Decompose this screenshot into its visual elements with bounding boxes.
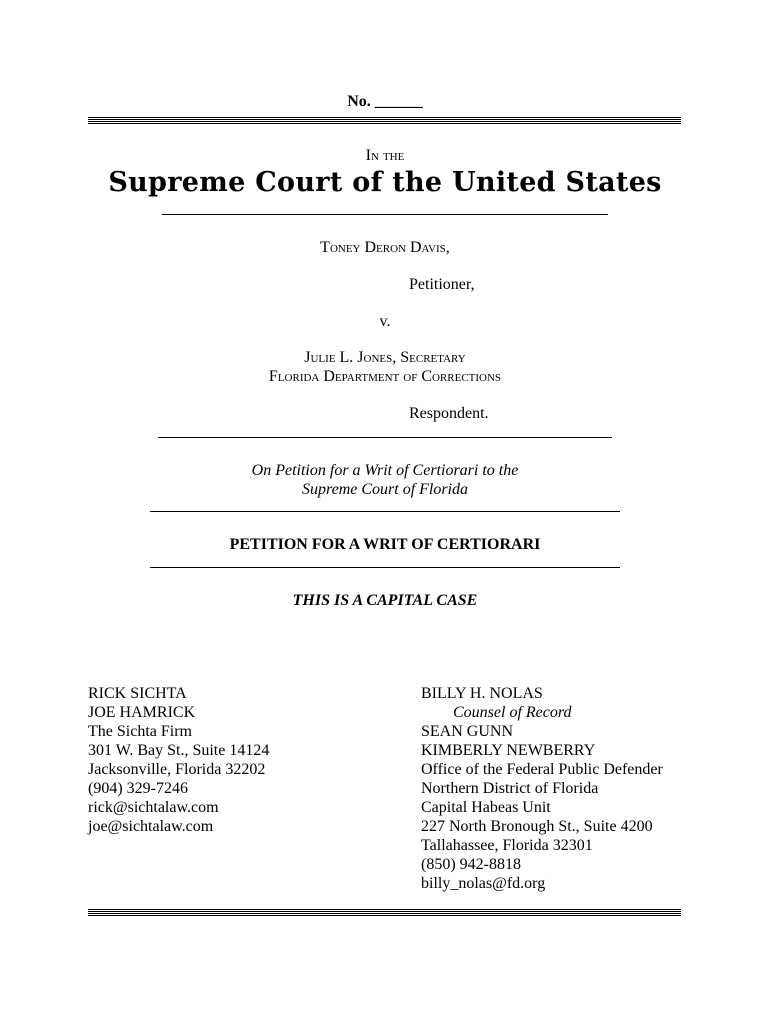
counsel-right-line: billy_nolas@fd.org: [421, 875, 546, 892]
in-the-label: In the: [365, 147, 405, 164]
top-heavy-rule: [88, 117, 681, 125]
respondent-line-2: Florida Department of Corrections: [268, 368, 502, 385]
counsel-right-line: (850) 942-8818: [421, 856, 521, 873]
petition-origin-line-2: Supreme Court of Florida: [301, 481, 469, 498]
counsel-left-line: 301 W. Bay St., Suite 14124: [88, 742, 270, 759]
counsel-left-line: rick@sichtalaw.com: [88, 799, 219, 816]
divider-under-parties: [158, 437, 612, 438]
counsel-right-line: 227 North Bronough St., Suite 4200: [421, 818, 653, 835]
counsel-of-record-label: Counsel of Record: [453, 704, 572, 721]
petition-origin-line-1: On Petition for a Writ of Certiorari to the: [251, 462, 519, 479]
respondent-line-1: Julie L. Jones, Secretary: [304, 349, 466, 366]
capital-case-notice: THIS IS A CAPITAL CASE: [292, 592, 478, 609]
counsel-right-line: KIMBERLY NEWBERRY: [421, 742, 596, 759]
versus-label: v.: [379, 313, 391, 330]
divider-above-title: [150, 511, 620, 512]
petition-title: PETITION FOR A WRIT OF CERTIORARI: [229, 536, 541, 553]
counsel-right-line: SEAN GUNN: [421, 723, 513, 740]
counsel-left-line: RICK SICHTA: [88, 685, 187, 702]
bottom-heavy-rule: [88, 909, 681, 917]
counsel-left-block: [88, 684, 269, 836]
case-number: No. ______: [347, 93, 423, 110]
counsel-left-line: The Sichta Firm: [88, 723, 192, 740]
counsel-right-line: Capital Habeas Unit: [421, 799, 551, 816]
counsel-right-block: [421, 684, 663, 893]
petitioner-name: Toney Deron Davis,: [320, 239, 450, 256]
court-name: Supreme Court of the United States: [108, 167, 662, 198]
respondent-role: Respondent.: [409, 405, 489, 422]
counsel-right-line: Office of the Federal Public Defender: [421, 761, 663, 778]
counsel-left-line: (904) 329-7246: [88, 780, 188, 797]
counsel-left-line: JOE HAMRICK: [88, 704, 196, 721]
counsel-right-line: Northern District of Florida: [421, 780, 599, 797]
counsel-of-record-name: BILLY H. NOLAS: [421, 685, 543, 702]
counsel-right-line: Tallahassee, Florida 32301: [421, 837, 593, 854]
divider-under-court: [162, 214, 608, 215]
petitioner-role: Petitioner,: [409, 276, 475, 293]
divider-below-title: [150, 567, 620, 568]
counsel-left-line: Jacksonville, Florida 32202: [88, 761, 266, 778]
counsel-left-line: joe@sichtalaw.com: [88, 818, 214, 835]
